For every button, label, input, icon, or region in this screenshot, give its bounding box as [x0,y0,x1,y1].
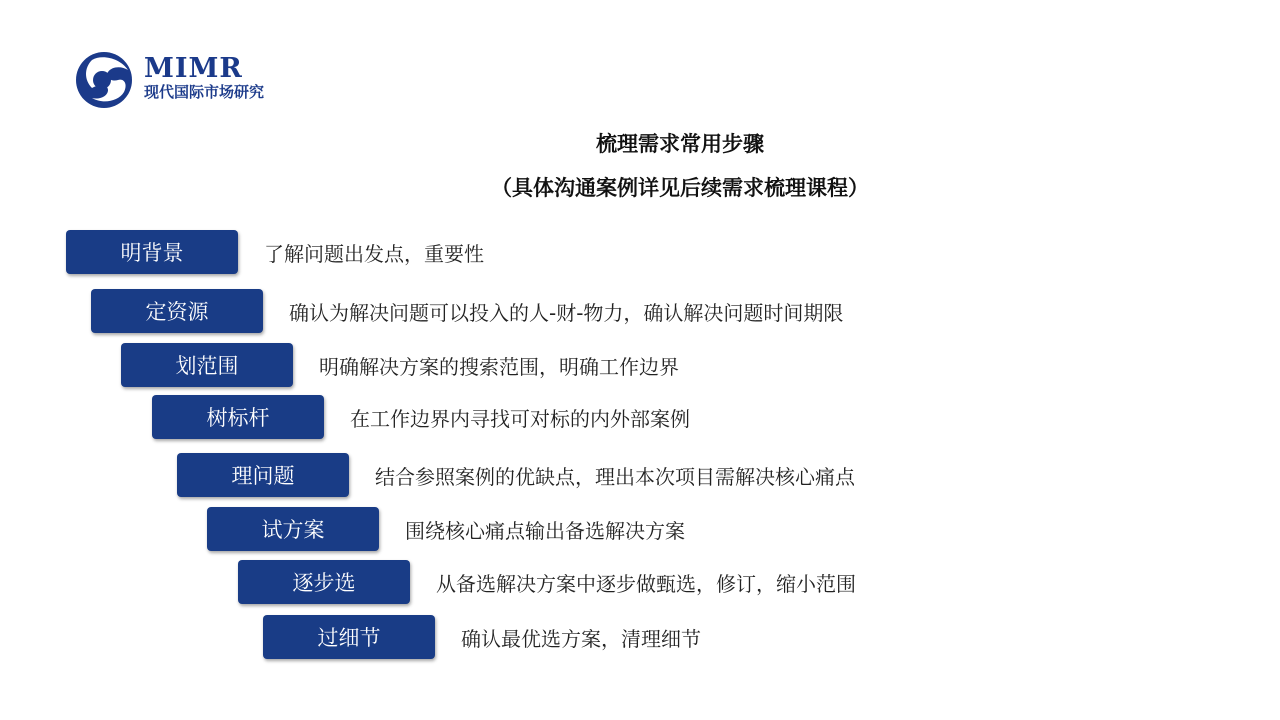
step-row [66,229,484,275]
step-description: 结合参照案例的优缺点，理出本次项目需解决核心痛点 [375,464,855,489]
step-row [152,394,690,440]
step-description: 围绕核心痛点输出备选解决方案 [405,518,685,543]
step-row [91,288,843,334]
step-label-box: 明背景 [66,230,238,274]
step-row [121,342,679,388]
logo-name-en: MIMR [144,53,243,84]
logo-name-cn: 现代国际市场研究 [144,83,265,101]
step-label-box: 理问题 [177,453,349,497]
company-logo [72,50,312,112]
step-row [177,452,855,498]
step-label-box: 划范围 [121,343,293,387]
step-description: 在工作边界内寻找可对标的内外部案例 [350,406,690,431]
step-label-box: 逐步选 [238,560,410,604]
step-description: 确认最优选方案，清理细节 [461,626,701,651]
globe-logo-icon [72,50,136,110]
step-label-box: 定资源 [91,289,263,333]
step-row [207,506,685,552]
step-label-box: 树标杆 [152,395,324,439]
page-title: 梳理需求常用步骤 [596,132,764,156]
step-description: 从备选解决方案中逐步做甄选，修订，缩小范围 [436,571,856,596]
step-row [263,614,701,660]
step-description: 明确解决方案的搜索范围，明确工作边界 [319,354,679,379]
page-subtitle: （具体沟通案例详见后续需求梳理课程） [491,176,869,200]
step-label-box: 过细节 [263,615,435,659]
logo-text [144,54,264,102]
step-description: 了解问题出发点，重要性 [264,241,484,266]
step-row [238,559,856,605]
step-description: 确认为解决问题可以投入的人-财-物力，确认解决问题时间期限 [289,300,844,325]
step-label-box: 试方案 [207,507,379,551]
